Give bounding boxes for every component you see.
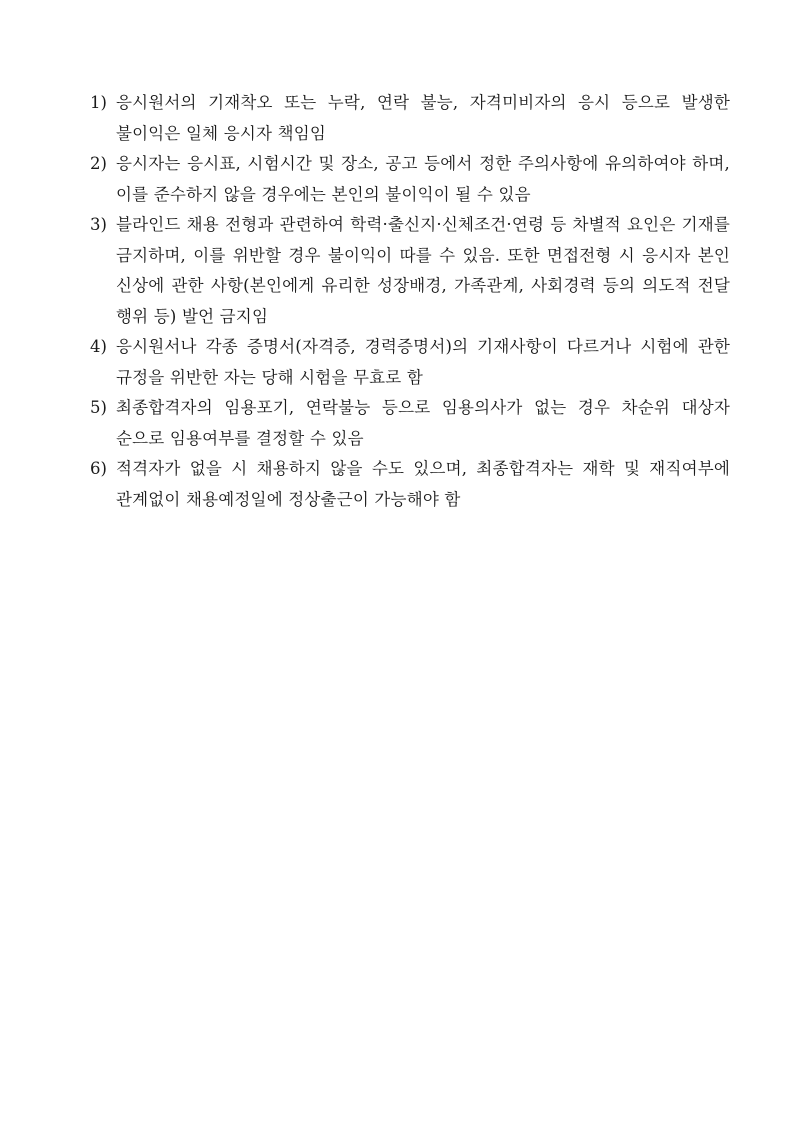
- notice-text: 응시원서의 기재착오 또는 누락, 연락 불능, 자격미비자의 응시 등으로 발생한 불이익은 일체 응시자 책임임: [116, 93, 730, 143]
- notice-number: 1): [90, 93, 107, 112]
- notice-text: 최종합격자의 임용포기, 연락불능 등으로 임용의사가 없는 경우 차순위 대상자 순으로 임용여부를 결정할 수 있음: [116, 398, 730, 448]
- notice-list: [90, 88, 730, 515]
- notice-number: 5): [90, 398, 107, 417]
- notice-item-2: [90, 149, 730, 210]
- notice-item-5: [90, 393, 730, 454]
- notice-item-3: [90, 210, 730, 332]
- notice-number: 4): [90, 337, 107, 356]
- notice-text: 응시원서나 각종 증명서(자격증, 경력증명서)의 기재사항이 다르거나 시험에 관한 규정을 위반한 자는 당해 시험을 무효로 함: [116, 337, 730, 387]
- notice-number: 3): [90, 215, 107, 234]
- notice-text: 블라인드 채용 전형과 관련하여 학력·출신지·신체조건·연령 등 차별적 요인은 기재를 금지하며, 이를 위반할 경우 불이익이 따를 수 있음. 또한 면접전형 시 응시자 본인 신상에 관한 사항(본인에게 유리한 성장배경, 가족관계, 사회경력 등의 의도적 전달 행위 등) 발언 금지임: [116, 215, 730, 326]
- notice-text: 응시자는 응시표, 시험시간 및 장소, 공고 등에서 정한 주의사항에 유의하여야 하며, 이를 준수하지 않을 경우에는 본인의 불이익이 될 수 있음: [116, 154, 730, 204]
- notice-text: 적격자가 없을 시 채용하지 않을 수도 있으며, 최종합격자는 재학 및 재직여부에 관계없이 채용예정일에 정상출근이 가능해야 함: [116, 459, 730, 509]
- notice-number: 6): [90, 459, 107, 478]
- notice-item-6: [90, 454, 730, 515]
- notice-number: 2): [90, 154, 107, 173]
- notice-item-1: [90, 88, 730, 149]
- notice-item-4: [90, 332, 730, 393]
